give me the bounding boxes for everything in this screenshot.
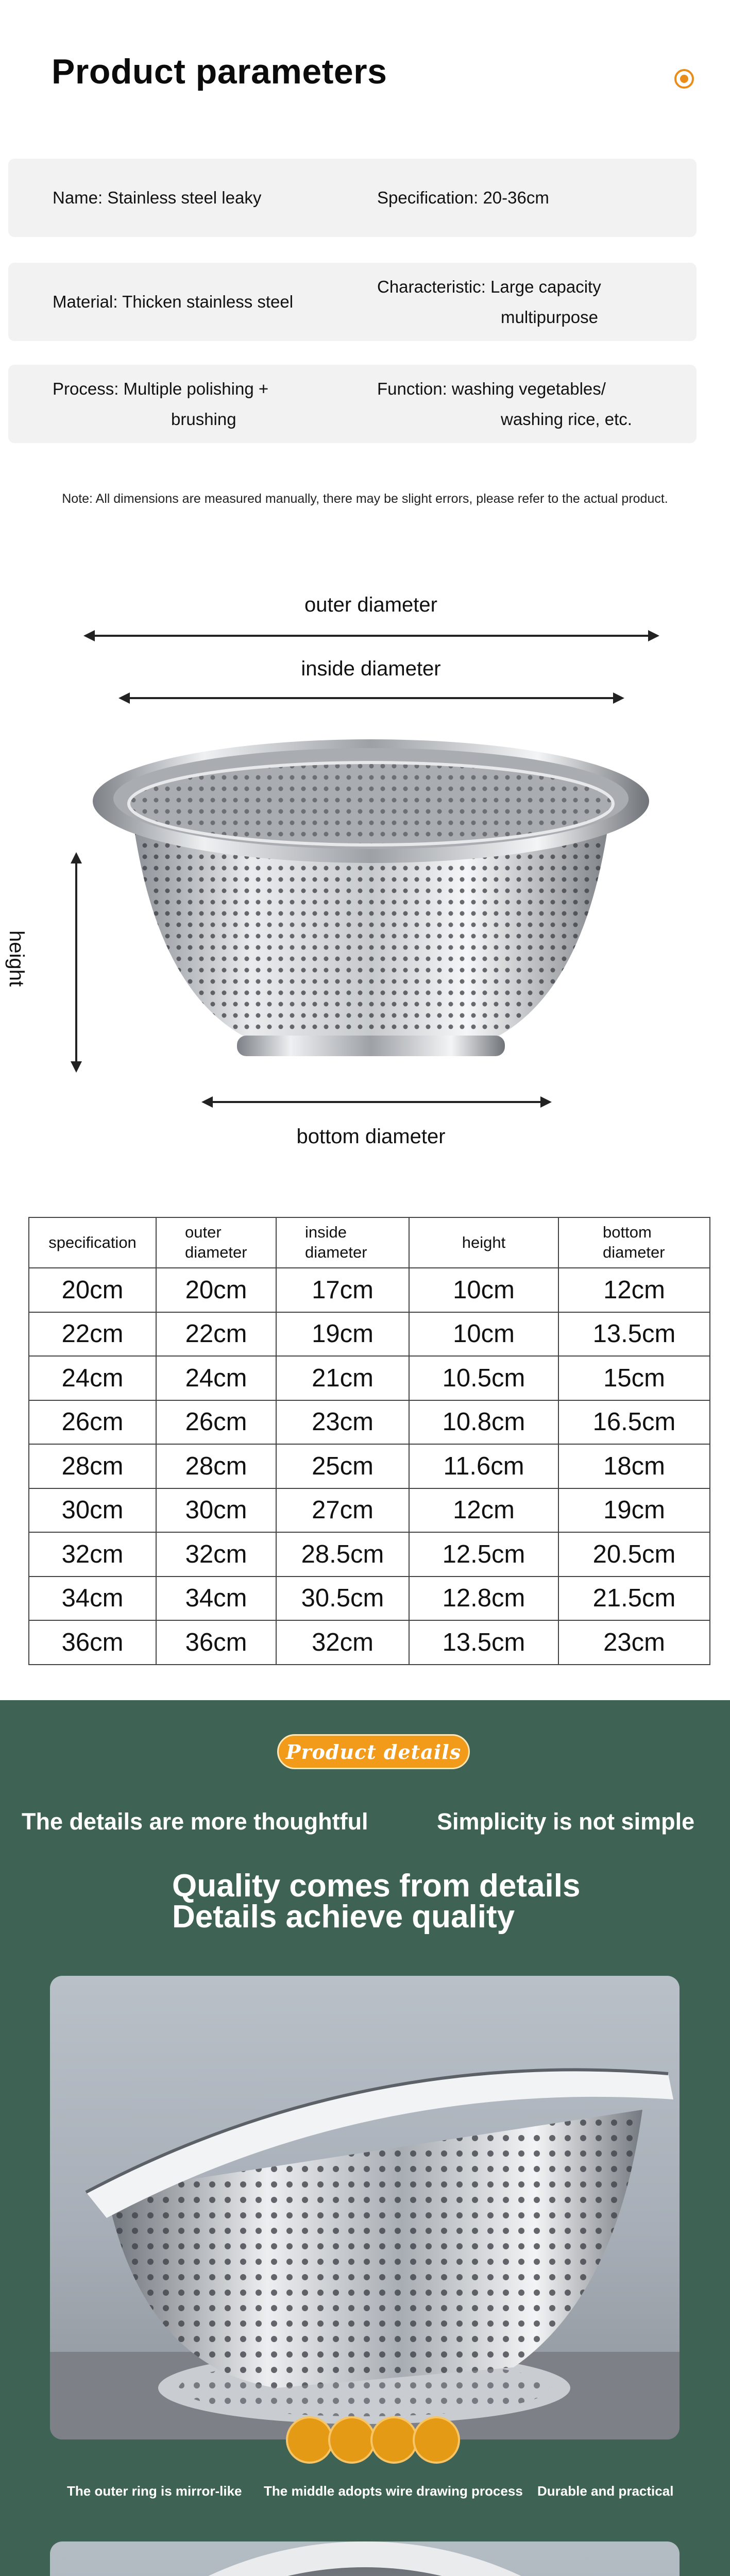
- spec-specification: Specification: 20-36cm: [377, 188, 549, 208]
- height-label: height: [5, 930, 28, 987]
- table-cell: 24cm: [29, 1356, 156, 1400]
- height-arrow: [75, 854, 77, 1071]
- spec-name: Name: Stainless steel leaky: [53, 188, 262, 208]
- table-cell: 23cm: [558, 1620, 710, 1665]
- subtitle-right: Simplicity is not simple: [437, 1808, 695, 1835]
- table-cell: 28cm: [29, 1444, 156, 1488]
- table-cell: 36cm: [156, 1620, 276, 1665]
- table-row: [29, 1577, 710, 1621]
- table-cell: 30.5cm: [276, 1577, 409, 1621]
- detail-dot: [286, 2416, 333, 2464]
- table-cell: 11.6cm: [409, 1444, 558, 1488]
- caption-durable: Durable and practical: [537, 2483, 674, 2499]
- spec-row-3: [8, 365, 697, 443]
- headline-line-2: Details achieve quality: [172, 1899, 515, 1935]
- table-cell: 13.5cm: [409, 1620, 558, 1665]
- table-cell: 15cm: [558, 1356, 710, 1400]
- product-details-badge: Product details: [277, 1734, 470, 1769]
- header-specification: specification: [29, 1217, 156, 1268]
- table-cell: 28.5cm: [276, 1532, 409, 1577]
- table-cell: 10.5cm: [409, 1356, 558, 1400]
- table-row: [29, 1356, 710, 1400]
- bottom-diameter-label: bottom diameter: [296, 1125, 446, 1148]
- table-cell: 27cm: [276, 1488, 409, 1533]
- spec-function: Function: washing vegetables/ washing rice, etc.: [377, 379, 632, 429]
- detail-dot: [413, 2416, 460, 2464]
- detail-dots: [286, 2416, 461, 2464]
- table-cell: 34cm: [29, 1577, 156, 1621]
- detail-dot: [370, 2416, 418, 2464]
- table-cell: 20cm: [156, 1268, 276, 1312]
- table-cell: 36cm: [29, 1620, 156, 1665]
- colander-tilted-illustration: [50, 1976, 680, 2439]
- table-cell: 12.5cm: [409, 1532, 558, 1577]
- table-cell: 12cm: [558, 1268, 710, 1312]
- table-cell: 24cm: [156, 1356, 276, 1400]
- page-title: Product parameters: [52, 52, 387, 91]
- colander-topview-illustration: [50, 2541, 680, 2576]
- header-bottom-diameter: bottom diameter: [558, 1217, 710, 1268]
- size-spec-table: [28, 1217, 710, 1665]
- table-cell: 13.5cm: [558, 1312, 710, 1357]
- spec-row-2: [8, 263, 697, 341]
- table-cell: 12.8cm: [409, 1577, 558, 1621]
- table-cell: 30cm: [29, 1488, 156, 1533]
- table-cell: 10cm: [409, 1312, 558, 1357]
- table-cell: 21cm: [276, 1356, 409, 1400]
- table-cell: 10cm: [409, 1268, 558, 1312]
- table-row: [29, 1400, 710, 1445]
- table-cell: 32cm: [29, 1532, 156, 1577]
- table-cell: 32cm: [156, 1532, 276, 1577]
- table-cell: 20cm: [29, 1268, 156, 1312]
- table-cell: 22cm: [29, 1312, 156, 1357]
- header-inside-diameter: inside diameter: [276, 1217, 409, 1268]
- header-outer-diameter: outer diameter: [156, 1217, 276, 1268]
- bottom-diameter-arrow: [203, 1101, 550, 1103]
- table-cell: 26cm: [29, 1400, 156, 1445]
- caption-wire-drawing: The middle adopts wire drawing process: [264, 2483, 523, 2499]
- table-cell: 22cm: [156, 1312, 276, 1357]
- table-cell: 12cm: [409, 1488, 558, 1533]
- table-row: [29, 1488, 710, 1533]
- headline-line-1: Quality comes from details: [172, 1868, 581, 1904]
- table-row: [29, 1532, 710, 1577]
- subtitle-left: The details are more thoughtful: [22, 1808, 368, 1835]
- table-body: [29, 1268, 710, 1665]
- detail-dot: [328, 2416, 376, 2464]
- table-row: [29, 1444, 710, 1488]
- table-cell: 30cm: [156, 1488, 276, 1533]
- table-cell: 26cm: [156, 1400, 276, 1445]
- table-cell: 17cm: [276, 1268, 409, 1312]
- caption-mirror-ring: The outer ring is mirror-like: [67, 2483, 242, 2499]
- table-cell: 20.5cm: [558, 1532, 710, 1577]
- spec-row-1: [8, 159, 697, 237]
- table-cell: 16.5cm: [558, 1400, 710, 1445]
- table-cell: 34cm: [156, 1577, 276, 1621]
- target-icon: [674, 69, 694, 89]
- table-cell: 28cm: [156, 1444, 276, 1488]
- header-height: height: [409, 1217, 558, 1268]
- product-details-section: [0, 1700, 730, 2576]
- table-cell: 10.8cm: [409, 1400, 558, 1445]
- inside-diameter-arrow: [121, 697, 622, 699]
- table-cell: 19cm: [276, 1312, 409, 1357]
- measurement-note: Note: All dimensions are measured manually, there may be slight errors, please refer to the actual product.: [62, 492, 668, 506]
- colander-detail-photo: [50, 1976, 680, 2439]
- inside-diameter-label: inside diameter: [301, 657, 441, 680]
- table-cell: 19cm: [558, 1488, 710, 1533]
- spec-characteristic: Characteristic: Large capacity multipurpose: [377, 277, 601, 327]
- table-row: [29, 1312, 710, 1357]
- table-cell: 18cm: [558, 1444, 710, 1488]
- table-row: [29, 1268, 710, 1312]
- spec-material: Material: Thicken stainless steel: [53, 292, 294, 312]
- spec-process: Process: Multiple polishing + brushing: [53, 379, 269, 429]
- table-cell: 23cm: [276, 1400, 409, 1445]
- table-cell: 25cm: [276, 1444, 409, 1488]
- table-cell: 32cm: [276, 1620, 409, 1665]
- table-cell: 21.5cm: [558, 1577, 710, 1621]
- colander-top-photo: [50, 2541, 680, 2576]
- table-row: [29, 1620, 710, 1665]
- colander-illustration: [82, 726, 659, 1077]
- outer-diameter-arrow: [86, 635, 657, 637]
- table-header-row: [29, 1217, 710, 1268]
- outer-diameter-label: outer diameter: [304, 594, 437, 616]
